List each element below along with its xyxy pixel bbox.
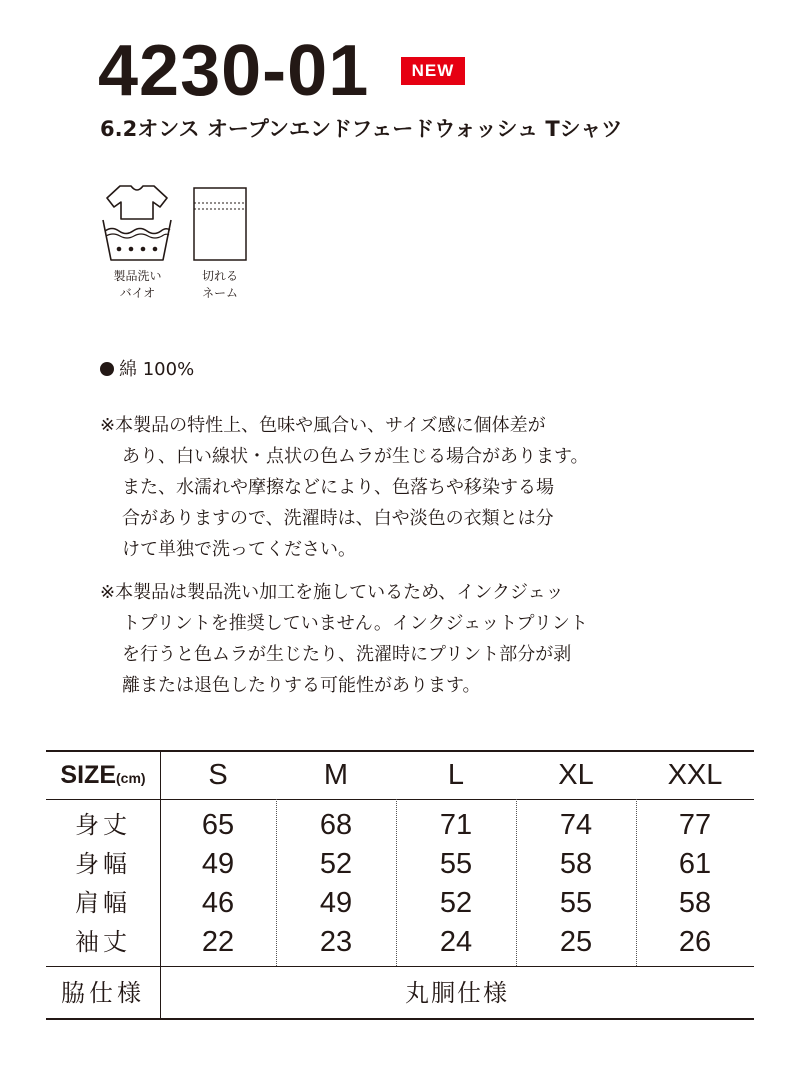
note-line: けて単独で洗ってください。 (122, 539, 356, 560)
size-value: 26 (678, 926, 712, 958)
size-value: 52 (319, 848, 353, 880)
size-col-header: S (208, 759, 228, 791)
care-caption-line1: 切れる (201, 269, 238, 283)
size-col-header: L (447, 759, 465, 791)
table-rule (46, 750, 754, 752)
new-badge: NEW (401, 57, 465, 85)
size-header-label: SIZE (60, 761, 116, 789)
care-caption-line1: 製品洗い (113, 269, 162, 283)
care-icon-wash (100, 183, 175, 308)
size-header (46, 761, 160, 790)
note-line: 離または退色したりする可能性があります。 (122, 675, 481, 696)
size-value: 23 (319, 926, 353, 958)
size-value: 68 (319, 809, 353, 841)
note-line: 合がありますので、洗濯時は、白や淡色の衣類とは分 (122, 508, 554, 529)
product-name: 6.2オンス オープンエンドフェードウォッシュ Tシャツ (100, 117, 623, 141)
note-line: あり、白い線状・点状の色ムラが生じる場合があります。 (122, 446, 589, 467)
note-line: ※本製品は製品洗い加工を施しているため、インクジェッ (100, 582, 564, 603)
note-line: ※本製品の特性上、色味や風合い、サイズ感に個体差が (100, 415, 546, 436)
note-line: トプリントを推奨していません。インクジェットプリント (122, 613, 588, 634)
size-value: 24 (439, 926, 473, 958)
care-caption-line2: バイオ (119, 286, 156, 300)
size-value: 77 (678, 809, 712, 841)
wash-bio-icon (100, 183, 175, 265)
product-code: 4230-01 (98, 31, 370, 111)
material-text: 綿 100% (119, 359, 195, 380)
size-value: 55 (559, 887, 593, 919)
size-value: 22 (201, 926, 235, 958)
size-col-header: XL (558, 759, 594, 791)
size-col-header: M (323, 759, 349, 791)
size-value: 65 (201, 809, 235, 841)
size-value: 58 (678, 887, 712, 919)
size-header-unit: (cm) (116, 770, 146, 786)
care-icon-label (189, 183, 251, 308)
size-value: 74 (559, 809, 593, 841)
table-rule (46, 799, 754, 800)
size-value: 49 (319, 887, 353, 919)
row-label: 袖丈 (75, 928, 131, 956)
bullet-icon (100, 362, 114, 376)
size-value: 25 (559, 926, 593, 958)
size-col-header: XXL (667, 759, 723, 791)
note-line: を行うと色ムラが生じたり、洗濯時にプリント部分が剥 (122, 644, 572, 665)
cut-label-icon (189, 183, 251, 265)
size-table (46, 750, 754, 1020)
care-caption-line2: ネーム (201, 286, 238, 300)
row-label: 肩幅 (75, 889, 131, 917)
size-value: 58 (559, 848, 593, 880)
row-label: 身丈 (75, 811, 131, 839)
size-value: 55 (439, 848, 473, 880)
size-value: 52 (439, 887, 473, 919)
size-value: 49 (201, 848, 235, 880)
note-2 (100, 577, 588, 701)
size-value: 61 (678, 848, 712, 880)
table-rule (46, 1018, 754, 1020)
material (100, 355, 194, 381)
size-value: 46 (201, 887, 235, 919)
note-1 (100, 410, 589, 565)
row-label: 身幅 (75, 850, 131, 878)
side-seam-value: 丸胴仕様 (405, 979, 509, 1007)
size-value: 71 (439, 809, 473, 841)
side-seam-label: 脇仕様 (61, 979, 145, 1007)
table-rule (46, 966, 754, 967)
note-line: また、水濡れや摩擦などにより、色落ちや移染する場 (122, 477, 554, 498)
